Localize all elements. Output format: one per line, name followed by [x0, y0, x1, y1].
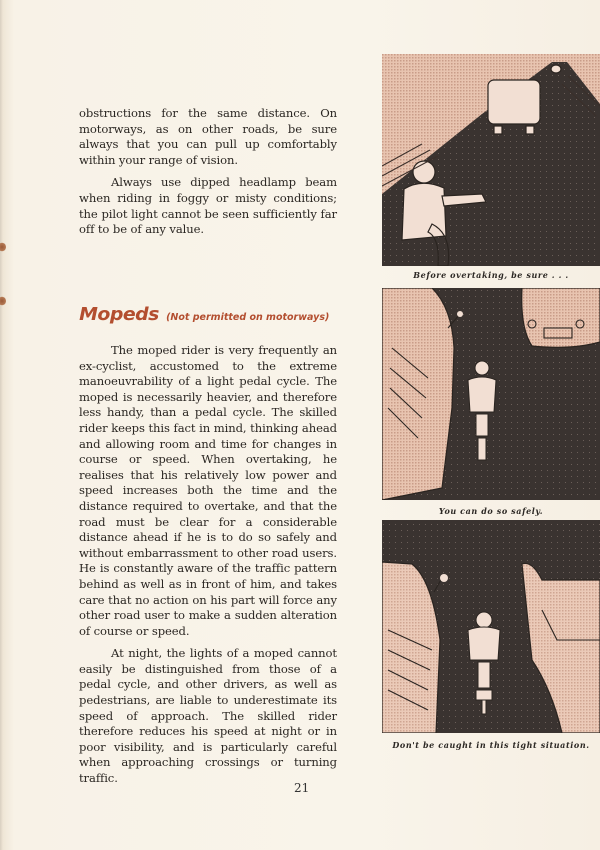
figure-caption: You can do so safely.: [438, 506, 544, 516]
intro-text: [79, 106, 337, 245]
figure-caption: Before overtaking, be sure . . .: [413, 270, 569, 280]
section-heading: [81, 304, 329, 325]
page-edge-stain: [0, 296, 6, 306]
section-title: Mopeds: [79, 304, 159, 325]
section-body: [79, 343, 337, 794]
section-subtitle: (Not permitted on motorways): [166, 312, 330, 323]
body-paragraph: At night, the lights of a moped cannot easily be distinguished from those of a pedal cycle, and other drivers, as well as pedestrians, are liable to underestimate its speed of approach. The skilled rider therefore reduces his speed at night or in poor visibility, and is particularly careful when approaching crossings or turning traffic.: [79, 646, 337, 786]
illustration-tight-situation: [382, 520, 600, 733]
body-paragraph: The moped rider is very frequently an ex-cyclist, accustomed to the extreme manoeuvrability of a light pedal cycle. The moped is necessarily heavier, and therefore less handy, than a pedal cycle. The skilled rider keeps this fact in mind, thinking ahead and allowing room and time for changes in course or speed. When overtaking, he realises that his relatively low power and speed increases both the time and the distance required to overtake, and that the road must be clear for a considerable distance ahead if he is to do so safely and without embarrassment to other road users. He is constantly aware of the traffic pattern behind as well as in front of him, and takes care that no action on his part will force any other road user to make a sudden alteration of course or speed.: [79, 343, 337, 638]
illustration-safe-pass: [382, 288, 600, 500]
figure-caption: Don't be caught in this tight situation.: [392, 740, 590, 750]
intro-paragraph: obstructions for the same distance. On motorways, as on other roads, be sure always that you can pull up comfortably within your range of vision.: [79, 106, 337, 167]
page-number: 21: [294, 781, 310, 795]
intro-paragraph: Always use dipped headlamp beam when riding in foggy or misty conditions; the pilot light cannot be seen sufficiently far off to be of any value.: [79, 175, 337, 237]
page-edge-stain: [0, 242, 6, 252]
illustration-overtaking: [382, 54, 600, 266]
